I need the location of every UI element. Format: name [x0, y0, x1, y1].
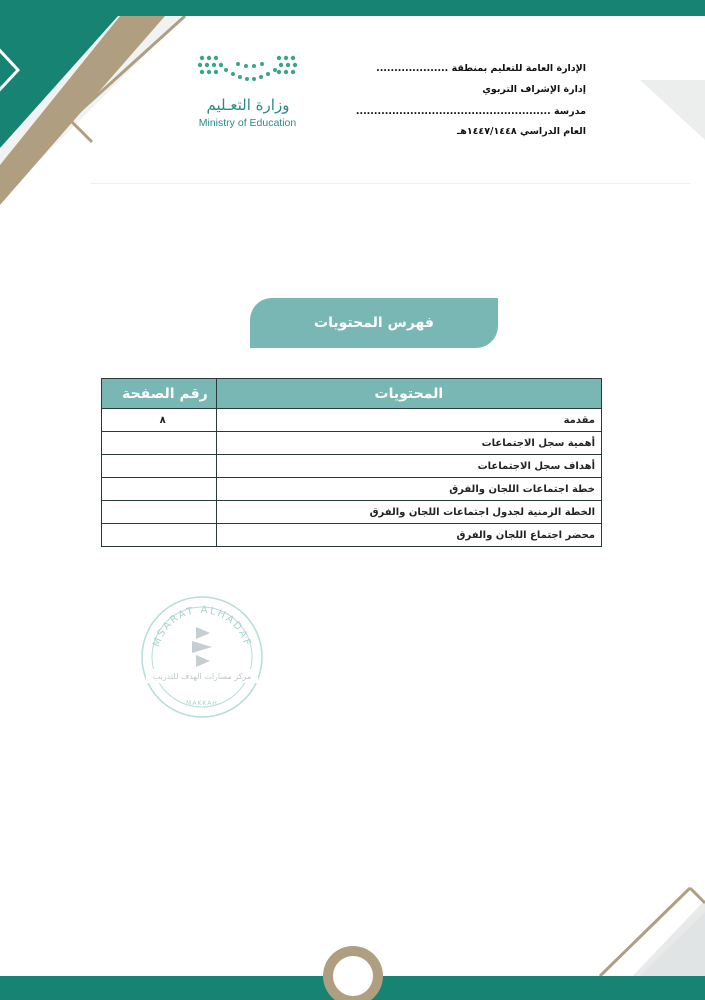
toc-item: مقدمة: [216, 409, 601, 432]
toc-item: الخطة الزمنية لجدول اجتماعات اللجان والفرق: [216, 501, 601, 524]
toc-item: محضر اجتماع اللجان والفرق: [216, 524, 601, 547]
table-row: [102, 501, 602, 524]
svg-text:MSARAT ALHADAF: [151, 605, 253, 649]
stamp-bottom-text: MAKKAH: [186, 700, 218, 707]
toc-item: أهمية سجل الاجتماعات: [216, 432, 601, 455]
header-info-box: [355, 52, 600, 142]
header-region-line: الإدارة العامة للتعليم بمنطقة ....................: [376, 63, 586, 74]
toc-page-number: [102, 501, 217, 524]
watermark-stamp: [140, 595, 264, 719]
top-bar: [0, 0, 705, 16]
header-year-line: العام الدراسي ١٤٤٧/١٤٤٨هـ: [456, 126, 586, 137]
toc-header-page: رقم الصفحة: [102, 379, 217, 409]
header-school-line: مدرسة ......................................................: [355, 106, 586, 117]
logo-arabic-text: وزارة التعـليم: [206, 96, 290, 114]
header-supervision-line: إدارة الإشراف التربوي: [482, 84, 586, 95]
toc-table: [101, 378, 602, 547]
table-row: [102, 409, 602, 432]
stamp-middle-text: مركز مسارات الهدف للتدريب: [152, 672, 252, 681]
table-row: [102, 432, 602, 455]
toc-page-number: [102, 478, 217, 501]
toc-page-number: [102, 455, 217, 478]
table-row: [102, 455, 602, 478]
toc-header-content: المحتويات: [216, 379, 601, 409]
toc-page-number: [102, 432, 217, 455]
toc-title-banner: [250, 298, 498, 348]
header-divider: [90, 183, 690, 184]
toc-title: فهرس المحتويات: [314, 315, 434, 331]
table-row: [102, 524, 602, 547]
toc-header-row: [102, 379, 602, 409]
toc-item: أهداف سجل الاجتماعات: [216, 455, 601, 478]
table-row: [102, 478, 602, 501]
toc-page-number: [102, 524, 217, 547]
stamp-top-text: MSARAT ALHADAF: [151, 604, 253, 649]
logo-english-text: Ministry of Education: [198, 117, 297, 129]
toc-item: خطة اجتماعات اللجان والفرق: [216, 478, 601, 501]
toc-page-number: ٨: [102, 409, 217, 432]
bottom-circle-decoration: [318, 940, 388, 1000]
